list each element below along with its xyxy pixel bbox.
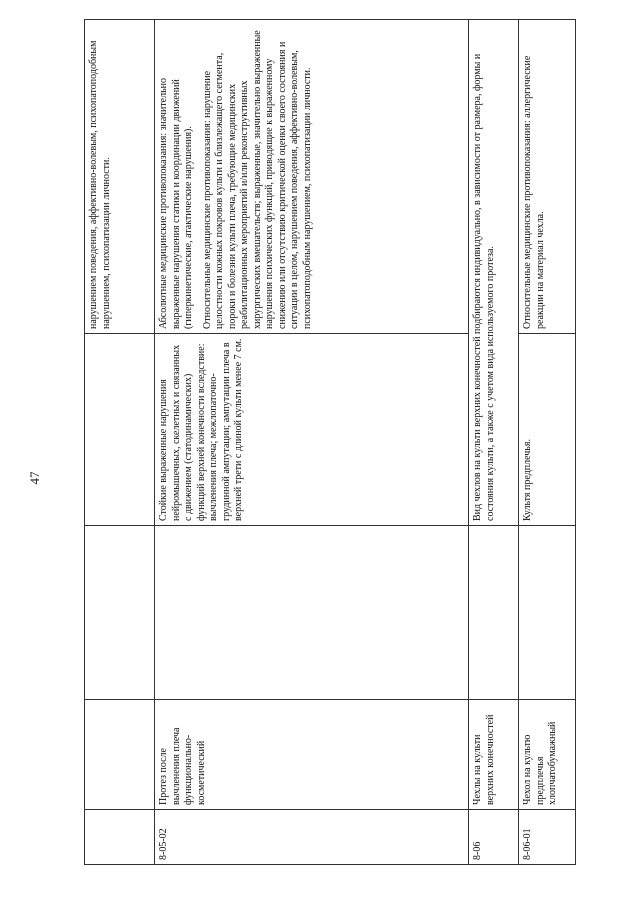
page-number: 47 [27, 471, 42, 485]
cell-code: 8-05-02 [155, 810, 469, 865]
cell-indications: Стойкие выраженные нарушения нейромышечных, скелетных и связанных с движением (статодинамических) функций верхней конечности вследствие: вычленения плеча; межлопаточно-грудинной ампутации; ампутации плеча в верхней трети с длиной культи менее 7 см. [155, 334, 469, 526]
cell-merged-description: Вид чехлов на культи верхних конечностей подбираются индивидуально, в зависимости от размера, формы и состояния культи, а также с учетом вида используемого протеза. [469, 20, 519, 526]
cell-empty [85, 526, 155, 700]
table-row [469, 20, 519, 865]
prosthesis-table [84, 19, 576, 865]
table-row [155, 20, 469, 865]
table-wrapper [84, 20, 576, 865]
cell-name: Чехлы на культи верхних конечностей [469, 700, 519, 810]
table-row [85, 20, 155, 865]
cell-empty [519, 526, 576, 700]
cell-name: Чехол на культю предплечья хлопчатобумажный [519, 700, 576, 810]
cell-empty [469, 526, 519, 700]
cell-name [85, 700, 155, 810]
cell-contraindications [519, 20, 576, 334]
cell-indications [85, 334, 155, 526]
cell-contraindications [155, 20, 469, 334]
cell-name: Протез после вычленения плеча функционально-косметический [155, 700, 469, 810]
cell-indications: Культя предплечья. [519, 334, 576, 526]
relative-contraindications: Относительные медицинские противопоказания: нарушение целостности кожных покровов культи и близлежащего сегмента, пороки и болезни культи плеча, требующие медицинских реабилитационных мероприятий и/или реконструктивных хирургических вмешательств; выраженные, значительно выраженные нарушения психических функций, приводящие к выраженному снижению или отсутствию критической оценки своего состояния и ситуации в целом, нарушением поведения, аффективно-волевым, психопатоподобным нарушением, психопатизации личности. [201, 30, 313, 329]
cell-empty [155, 526, 469, 700]
cell-code: 8-06-01 [519, 810, 576, 865]
cell-contraindications [85, 20, 155, 334]
cell-code: 8-06 [469, 810, 519, 865]
relative-contraindications: Относительные медицинские противопоказания: аллергические реакции на материал чехла. [522, 55, 546, 329]
contraindication-text: нарушением поведения, аффективно-волевым, психопатоподобным нарушением, психопатизации личности. [88, 40, 112, 329]
absolute-contraindications: Абсолютные медицинские противопоказания: значительно выраженные нарушения статики и координации движений (гиперкинетические, атактические нарушения). [158, 77, 194, 329]
cell-code [85, 810, 155, 865]
table-row [519, 20, 576, 865]
